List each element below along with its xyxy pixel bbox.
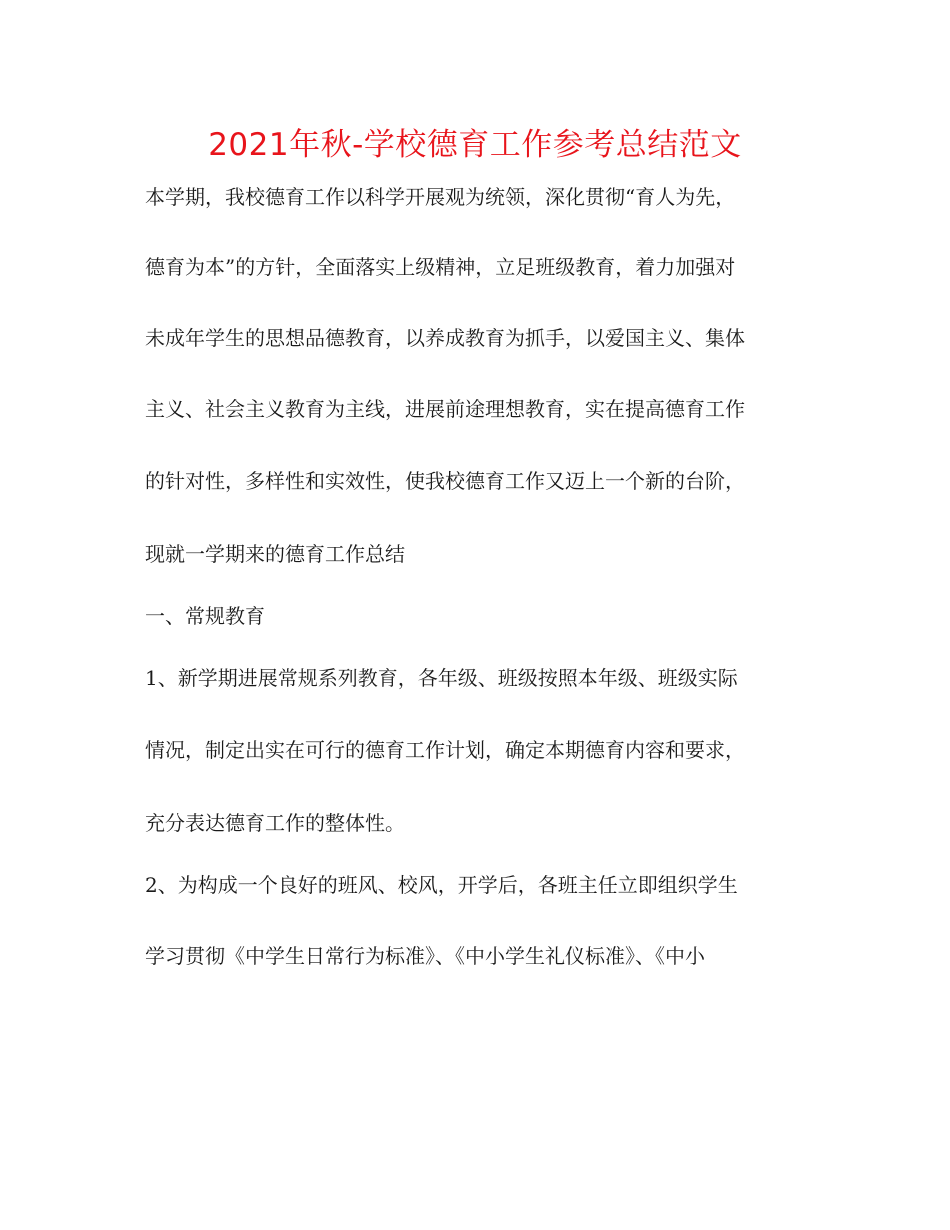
paragraph-line-3: 未成年学生的思想品德教育，以养成教育为抓手，以爱国主义、集体: [145, 326, 745, 350]
document-title: 2021年秋-学校德育工作参考总结范文: [208, 127, 742, 163]
paragraph-line-6: 现就一学期来的德育工作总结: [145, 542, 405, 566]
paragraph-line-11: 2、为构成一个良好的班风、校风，开学后，各班主任立即组织学生: [145, 873, 738, 897]
section-heading: 一、常规教育: [145, 604, 265, 628]
paragraph-line-5: 的针对性，多样性和实效性，使我校德育工作又迈上一个新的台阶，: [145, 469, 745, 493]
paragraph-line-9: 情况，制定出实在可行的德育工作计划，确定本期德育内容和要求，: [145, 738, 745, 762]
paragraph-line-4: 主义、社会主义教育为主线，进展前途理想教育，实在提高德育工作: [145, 397, 745, 421]
paragraph-line-10: 充分表达德育工作的整体性。: [145, 811, 405, 835]
paragraph-line-8: 1、新学期进展常规系列教育，各年级、班级按照本年级、班级实际: [145, 666, 738, 690]
paragraph-line-2: 德育为本”的方针，全面落实上级精神，立足班级教育，着力加强对: [145, 255, 736, 279]
paragraph-line-1: 本学期，我校德育工作以科学开展观为统领，深化贯彻“育人为先，: [145, 185, 736, 209]
paragraph-line-12: 学习贯彻《中学生日常行为标准》、《中小学生礼仪标准》、《中小: [145, 944, 705, 968]
